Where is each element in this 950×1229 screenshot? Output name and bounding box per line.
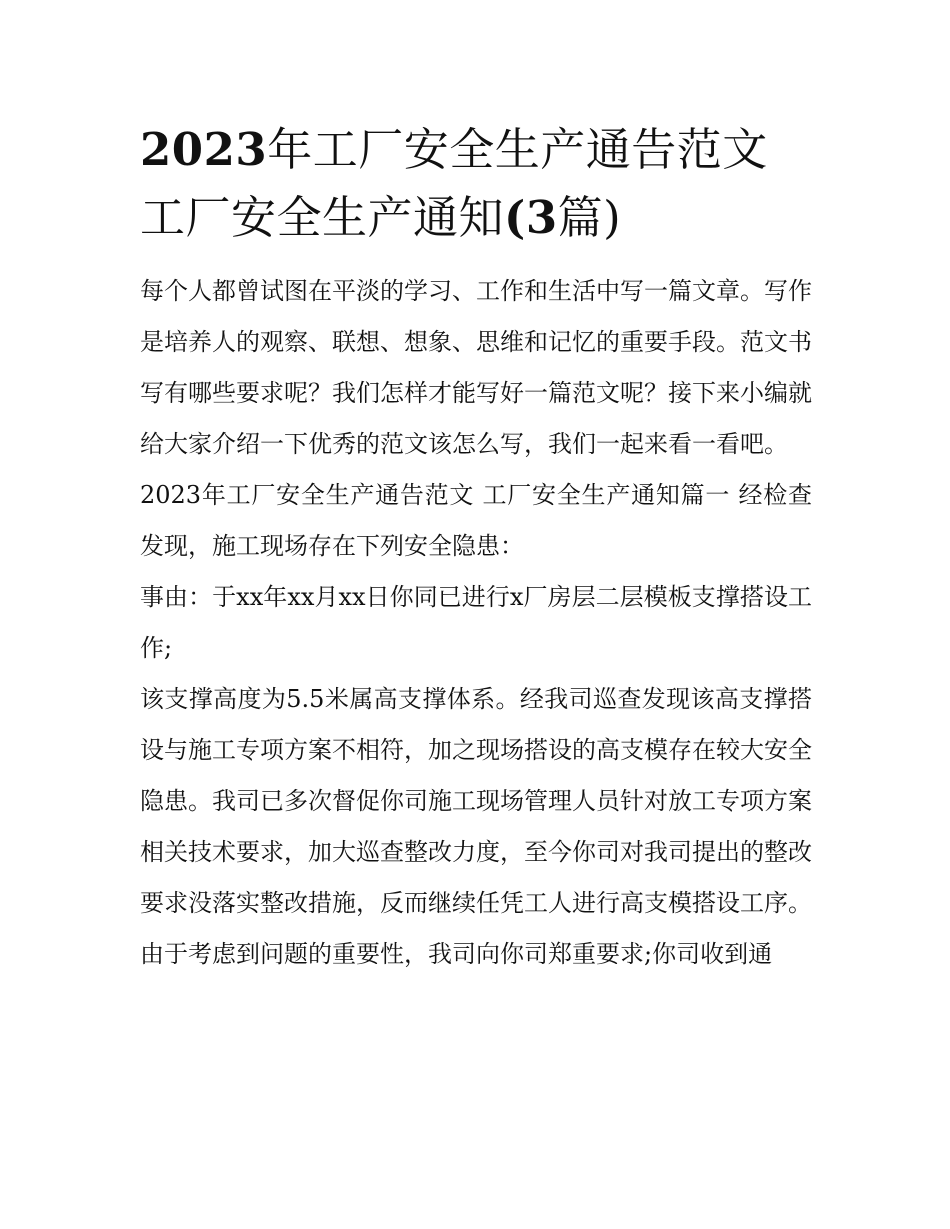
section-heading-paragraph: 2023年工厂安全生产通告范文 工厂安全生产通知篇一 经检查发现，施工现场存在下列安全隐患： xyxy=(140,481,812,560)
title-year: 2023 xyxy=(140,123,268,176)
title-line-1: 年工厂安全生产通告范文 xyxy=(267,123,768,176)
intro-paragraph: 每个人都曾试图在平淡的学习、工作和生活中写一篇文章。写作是培养人的观察、联想、想象、思维和记忆的重要手段。范文书写有哪些要求呢？我们怎样才能写好一篇范文呢？接下来小编就给大家介绍一下优秀的范文该怎么写，我们一起来看一看吧。 xyxy=(140,277,812,458)
title-suffix: 篇) xyxy=(557,191,622,244)
title-paren-open: ( xyxy=(504,191,526,244)
requirement-paragraph: 由于考虑到问题的重要性，我司向你司郑重要求;你司收到通 xyxy=(140,940,773,968)
document-content xyxy=(140,116,812,980)
reason-paragraph: 事由：于xx年xx月xx日你同已进行x厂房层二层模板支撑搭设工作; xyxy=(140,583,812,662)
detail-paragraph: 该支撑高度为5.5米属高支撑体系。经我司巡查发现该高支撑搭设与施工专项方案不相符，加之现场搭设的高支模存在较大安全隐患。我司已多次督促你司施工现场管理人员针对放工专项方案相关技术要求，加大巡查整改力度，至今你司对我司提出的整改要求没落实整改措施，反而继续任凭工人进行高支模搭设工序。 xyxy=(140,685,812,917)
title-line-2: 工厂安全生产通知 xyxy=(140,191,505,244)
document-title xyxy=(140,116,812,252)
title-count: 3 xyxy=(525,191,558,244)
